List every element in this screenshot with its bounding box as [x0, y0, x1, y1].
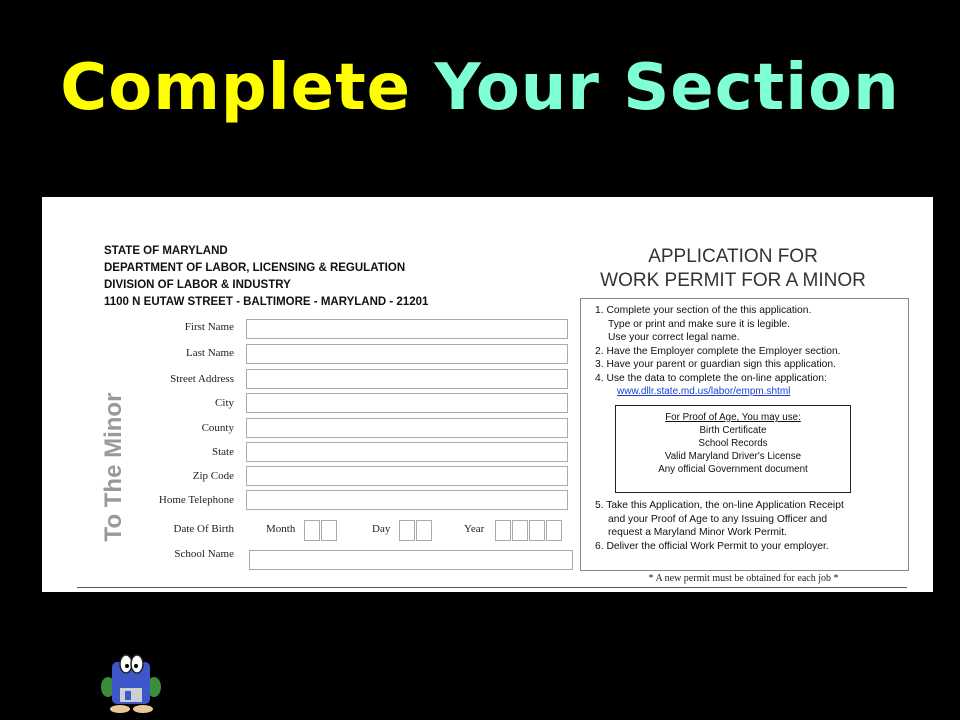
agency-line: DEPARTMENT OF LABOR, LICENSING & REGULATION: [104, 262, 406, 274]
proof-item: Any official Government document: [658, 464, 808, 475]
state-label: State: [212, 446, 234, 458]
instruction-item: 5. Take this Application, the on-line Application Receipt: [595, 500, 844, 511]
instruction-subitem: request a Maryland Minor Work Permit.: [608, 527, 787, 538]
state-field[interactable]: [246, 442, 568, 462]
vertical-section-label: To The Minor: [100, 392, 127, 542]
proof-item: Birth Certificate: [699, 425, 767, 436]
new-permit-note: * A new permit must be obtained for each job *: [648, 573, 839, 584]
instruction-item: 4. Use the data to complete the on-line application:: [595, 372, 827, 384]
app-title-line: WORK PERMIT FOR A MINOR: [600, 270, 866, 291]
street-address-label: Street Address: [170, 373, 234, 385]
city-field[interactable]: [246, 393, 568, 413]
instruction-item: 6. Deliver the official Work Permit to your employer.: [595, 540, 829, 552]
work-permit-form-image: [42, 197, 933, 592]
application-title: [578, 245, 888, 293]
instruction-subitem: Type or print and make sure it is legible.: [608, 318, 791, 330]
proof-heading: For Proof of Age, You may use:: [665, 412, 801, 423]
instruction-item: 2. Have the Employer complete the Employer section.: [595, 345, 841, 357]
online-application-link[interactable]: www.dllr.state.md.us/labor/empm.shtml: [617, 386, 791, 397]
school-name-field[interactable]: [249, 550, 573, 570]
proof-of-age-box: [615, 405, 851, 493]
floppy-disk-mascot-icon: [96, 652, 166, 714]
date-of-birth-label: Date Of Birth: [173, 523, 234, 535]
city-label: City: [215, 397, 234, 409]
app-title-line: APPLICATION FOR: [648, 246, 818, 267]
month-digit-box[interactable]: [321, 520, 337, 541]
day-label: Day: [372, 523, 391, 535]
year-digit-box[interactable]: [529, 520, 545, 541]
day-digit-box[interactable]: [416, 520, 432, 541]
last-name-label: Last Name: [186, 347, 234, 359]
agency-line: DIVISION OF LABOR & INDUSTRY: [104, 279, 291, 291]
year-digit-box[interactable]: [546, 520, 562, 541]
last-name-field[interactable]: [246, 344, 568, 364]
day-digit-box[interactable]: [399, 520, 415, 541]
home-telephone-label: Home Telephone: [158, 494, 234, 506]
proof-item: School Records: [698, 438, 768, 449]
zip-code-label: Zip Code: [192, 470, 234, 482]
instructions-list-continued: [595, 499, 844, 553]
school-name-label: School Name: [174, 548, 234, 560]
title-part-complete: Complete: [60, 51, 412, 125]
month-label: Month: [266, 523, 296, 535]
zip-code-field[interactable]: [246, 466, 568, 486]
first-name-label: First Name: [184, 321, 234, 333]
instruction-item: 3. Have your parent or guardian sign this application.: [595, 359, 836, 370]
month-digit-box[interactable]: [304, 520, 320, 541]
year-digit-box[interactable]: [495, 520, 511, 541]
instruction-subitem: Use your correct legal name.: [608, 332, 740, 343]
agency-header: [104, 243, 428, 311]
year-label: Year: [464, 523, 485, 535]
form-bottom-rule: [77, 587, 907, 588]
first-name-field[interactable]: [246, 319, 568, 339]
street-address-field[interactable]: [246, 369, 568, 389]
title-part-your-section: Your Section: [434, 51, 900, 125]
slide-title: [0, 48, 960, 128]
instructions-list: [595, 304, 841, 399]
county-label: County: [201, 422, 234, 434]
proof-item: Valid Maryland Driver's License: [664, 451, 802, 462]
instructions-box: [580, 298, 909, 571]
instruction-subitem: and your Proof of Age to any Issuing Officer and: [608, 513, 828, 525]
instruction-item: 1. Complete your section of the this application.: [595, 305, 812, 316]
home-telephone-field[interactable]: [246, 490, 568, 510]
agency-line: STATE OF MARYLAND: [104, 245, 228, 257]
county-field[interactable]: [246, 418, 568, 438]
year-digit-box[interactable]: [512, 520, 528, 541]
agency-line: 1100 N EUTAW STREET - BALTIMORE - MARYLAND - 21201: [104, 296, 429, 308]
